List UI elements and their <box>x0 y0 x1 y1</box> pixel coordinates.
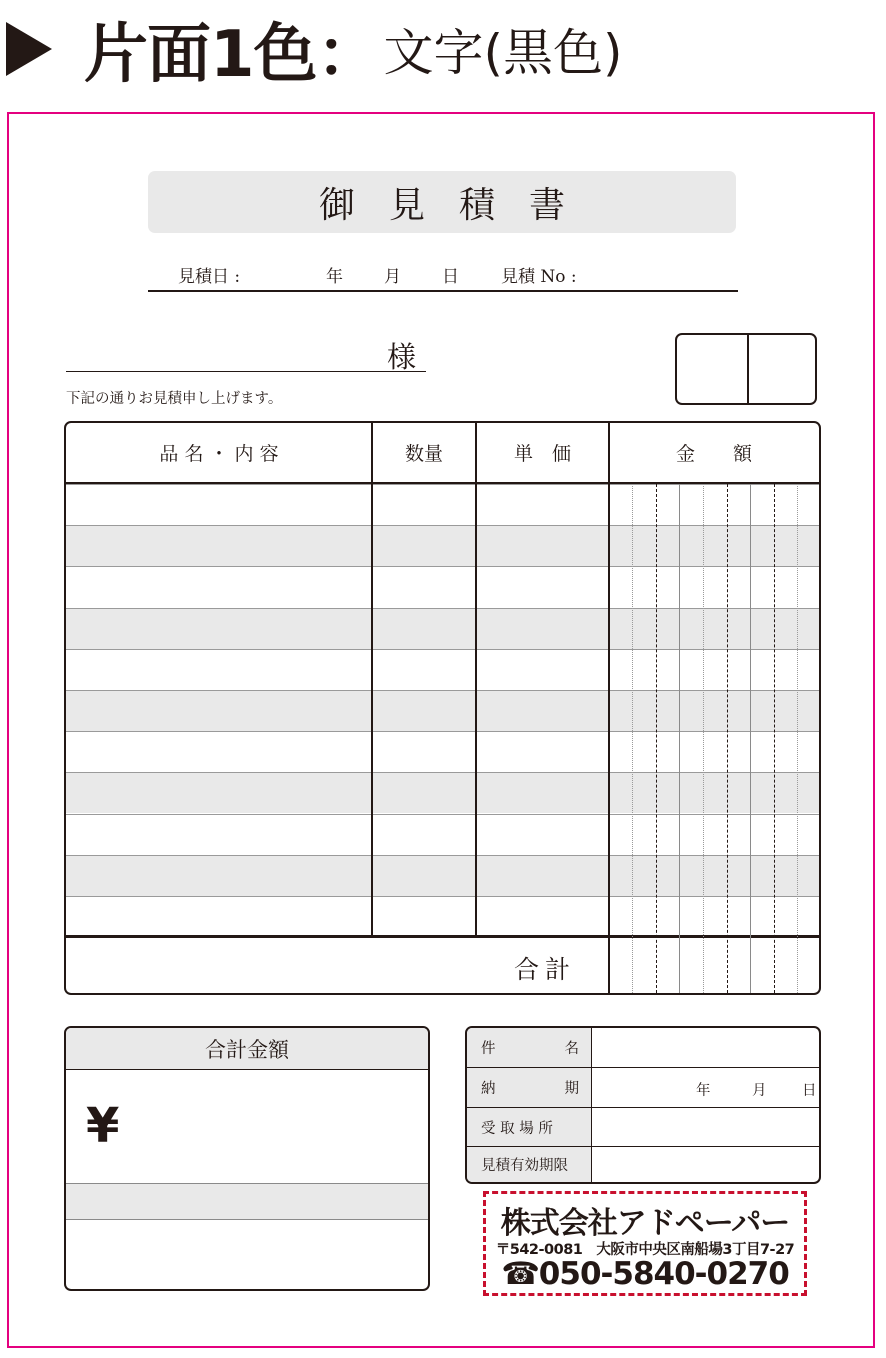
table-row <box>66 772 819 813</box>
total-amount-band <box>66 1183 428 1220</box>
estimate-no-label: 見積 No : <box>501 267 577 287</box>
digit-line <box>727 484 728 993</box>
play-triangle-icon <box>6 22 52 76</box>
page-heading <box>84 6 623 92</box>
heading-main: 片面1色： <box>84 18 380 92</box>
approval-stamp-box <box>675 333 817 405</box>
items-table <box>64 421 821 995</box>
form-title-box <box>148 171 736 233</box>
info-label-validity: 見積有効期限 <box>467 1147 591 1182</box>
header-amount: 金 額 <box>675 443 752 465</box>
total-top-line <box>66 935 819 938</box>
digit-line <box>703 484 704 993</box>
company-stamp <box>483 1191 807 1296</box>
table-row <box>66 649 819 690</box>
total-amount-box <box>64 1026 430 1291</box>
day-label: 日 <box>442 267 459 287</box>
digit-line <box>656 484 657 993</box>
info-row-validity <box>467 1147 819 1182</box>
delivery-day: 日 <box>802 1083 817 1099</box>
table-row <box>66 484 819 525</box>
info-col-divider <box>591 1028 592 1182</box>
info-value-delivery <box>592 1068 819 1107</box>
year-label: 年 <box>326 267 343 287</box>
stamp-divider <box>747 335 749 403</box>
table-row <box>66 566 819 607</box>
digit-line <box>679 484 680 993</box>
table-row <box>66 731 819 772</box>
col-divider-1 <box>371 423 373 936</box>
digit-line <box>797 484 798 993</box>
table-row <box>66 814 819 855</box>
heading-sub: 文字(黒色) <box>383 24 623 82</box>
info-row-delivery <box>467 1068 819 1107</box>
info-value-subject <box>592 1028 819 1067</box>
header-quantity: 数量 <box>404 443 443 465</box>
customer-suffix: 様 <box>386 340 416 374</box>
customer-name-line <box>66 335 426 372</box>
total-amount-label: 合計金額 <box>66 1028 428 1070</box>
delivery-year: 年 <box>696 1083 711 1099</box>
date-line <box>148 260 738 292</box>
table-row <box>66 855 819 896</box>
info-label-subject: 件 名 <box>467 1028 591 1067</box>
header-unit-price: 単 価 <box>513 443 571 465</box>
info-value-place <box>592 1108 819 1147</box>
delivery-month: 月 <box>752 1083 767 1099</box>
company-name: 株式会社アドペーパー <box>500 1206 790 1241</box>
date-label: 見積日 : <box>178 267 241 287</box>
col-divider-3 <box>608 423 610 993</box>
total-label: 合計 <box>514 955 577 984</box>
company-address: 〒542-0081 大阪市中央区南船場3丁目7-27 <box>495 1242 795 1258</box>
col-divider-2 <box>475 423 477 936</box>
digit-line <box>774 484 775 993</box>
info-box <box>465 1026 821 1184</box>
company-phone: ☎050-5840-0270 <box>501 1256 789 1292</box>
month-label: 月 <box>384 267 401 287</box>
table-row <box>66 896 819 937</box>
info-row-place <box>467 1108 819 1147</box>
header-item: 品 名 ・ 内 容 <box>159 443 279 465</box>
info-row-subject <box>467 1028 819 1067</box>
info-label-place: 受 取 場 所 <box>467 1108 591 1147</box>
info-label-delivery: 納 期 <box>467 1068 591 1107</box>
table-row <box>66 690 819 731</box>
digit-line <box>632 484 633 993</box>
header-bottom-line <box>66 482 819 484</box>
table-row <box>66 525 819 566</box>
table-row <box>66 608 819 649</box>
estimate-note: 下記の通りお見積申し上げます。 <box>66 391 283 407</box>
form-title: 御見積書 <box>318 184 599 226</box>
digit-line <box>750 484 751 993</box>
info-value-validity <box>592 1147 819 1184</box>
yen-symbol: ¥ <box>86 1098 120 1154</box>
